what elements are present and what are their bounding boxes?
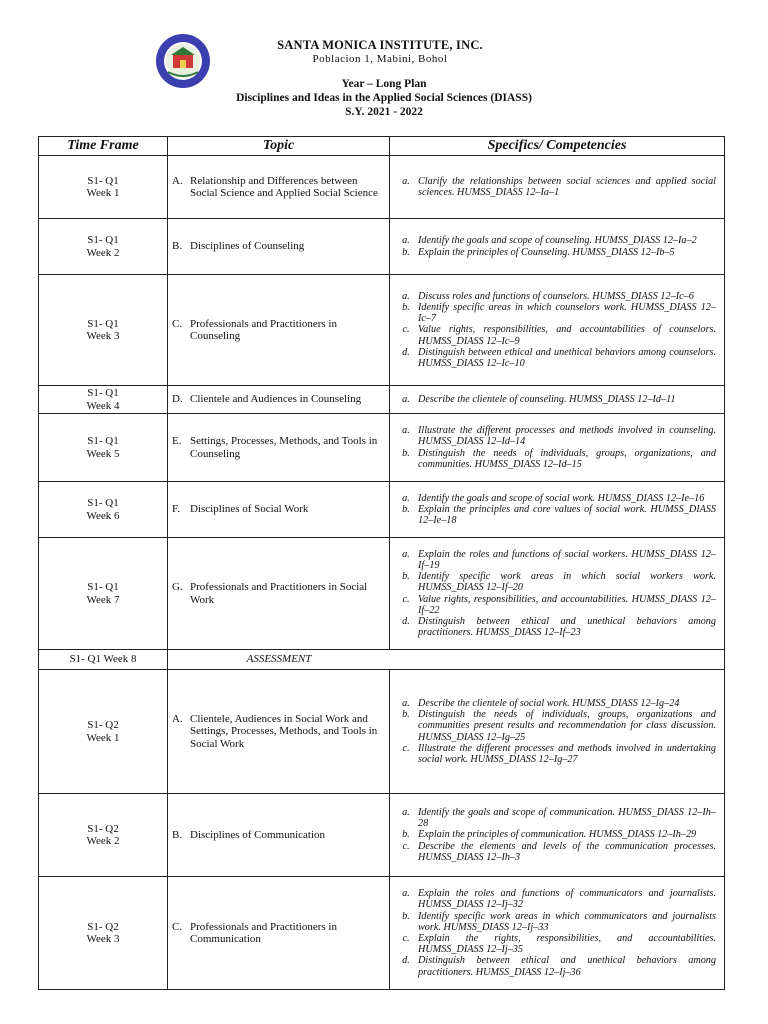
competency-text: Distinguish the needs of individuals, groups, organizations and communities present results and recommendation for class discussion. HUMSS_DIASS 12–Ig–25 [418, 709, 716, 743]
competencies-cell [390, 219, 725, 275]
topic-letter: B. [172, 240, 183, 253]
topic-letter: A. [172, 174, 183, 187]
competency-text: Describe the clientele of counseling. HUMSS_DIASS 12–Id–11 [418, 393, 676, 405]
competency-letter: b. [402, 910, 410, 922]
competency-text: Explain the roles and functions of communicators and journalists. HUMSS_DIASS 12–Ij–32 [418, 888, 716, 911]
competency-text: Clarify the relationships between social sciences and applied social sciences. HUMSS_DIASS 12–Ia–1 [418, 175, 716, 198]
competencies-cell [390, 877, 725, 990]
competency-letter: a. [402, 888, 410, 900]
table-row [39, 414, 725, 482]
competency-text: Distinguish between ethical and unethical behaviors among practitioners. HUMSS_DIASS 12–Ij–36 [418, 955, 716, 978]
time-frame-line: Week 2 [86, 246, 120, 259]
topic-letter: E. [172, 435, 182, 447]
competency-letter: d. [402, 955, 410, 967]
table-row [39, 538, 725, 650]
competency-item [394, 911, 716, 933]
time-frame-line: Week 3 [86, 933, 120, 945]
competency-letter: a. [402, 235, 410, 247]
competency-letter: d. [402, 615, 410, 627]
competency-letter: a. [402, 492, 410, 504]
competency-item [394, 448, 716, 470]
topic-text: Clientele, Audiences in Social Work and Settings, Processes, Methods, and Tools in Social Work [190, 712, 378, 750]
competency-letter: a. [402, 425, 410, 437]
topic-cell [168, 877, 390, 990]
topic-cell [168, 482, 390, 538]
topic-text: Professionals and Practitioners in Social Work [190, 581, 368, 606]
time-frame-line: Week 5 [86, 447, 120, 460]
competency-letter: a. [402, 393, 410, 405]
topic-text: Clientele and Audiences in Counseling [190, 393, 362, 406]
time-frame-line: S1- Q1 [87, 581, 119, 593]
topic-text: Professionals and Practitioners in Counseling [190, 317, 337, 342]
time-frame-cell [39, 482, 168, 538]
competency-item [394, 571, 716, 593]
subject-title: Disciplines and Ideas in the Applied Social Sciences (DIASS) [236, 92, 532, 104]
competency-text: Discuss roles and functions of counselors. HUMSS_DIASS 12–Ic–6 [418, 290, 694, 302]
competency-letter: a. [402, 548, 410, 560]
topic-text: Settings, Processes, Methods, and Tools in Counseling [190, 435, 378, 460]
topic-letter: B. [172, 828, 183, 841]
topic-text: Relationship and Differences between Social Science and Applied Social Science [190, 174, 378, 199]
document-title: Year – Long Plan [341, 78, 427, 90]
competencies-cell [390, 414, 725, 482]
competency-item [394, 247, 716, 258]
competency-text: Distinguish between ethical and unethical behaviors among counselors. HUMSS_DIASS 12–Ic–10 [418, 346, 716, 369]
time-frame-line: S1- Q1 [87, 317, 119, 330]
competencies-cell [390, 670, 725, 794]
competency-text: Identify the goals and scope of communication. HUMSS_DIASS 12–Ih–28 [418, 806, 716, 830]
table-row [39, 794, 725, 877]
table-body [39, 156, 725, 990]
table-row [39, 670, 725, 794]
competency-letter: b. [402, 246, 410, 258]
time-frame-cell [39, 414, 168, 482]
competency-letter: b. [402, 447, 410, 459]
topic-letter: D. [172, 393, 183, 406]
time-frame-cell [39, 275, 168, 386]
time-frame-line: Week 1 [86, 731, 120, 744]
competency-text: Explain the rights, responsibilities, and accountabilities. HUMSS_DIASS 12–Ij–35 [418, 933, 716, 956]
competency-text: Identify specific work areas in which communicators and journalists work. HUMSS_DIASS 12–Ij–33 [418, 910, 716, 933]
competency-item [394, 493, 716, 504]
competency-text: Identify the goals and scope of social work. HUMSS_DIASS 12–Ie–16 [418, 492, 705, 504]
competency-letter: b. [402, 829, 410, 841]
competencies-cell [390, 482, 725, 538]
time-frame-cell [39, 670, 168, 794]
topic-text: Disciplines of Counseling [190, 240, 305, 253]
school-address: Poblacion 1, Mabini, Bohol [312, 53, 448, 65]
competency-item [394, 302, 716, 324]
competency-letter: c. [402, 840, 410, 852]
topic-cell [168, 538, 390, 650]
time-frame-line: Week 6 [86, 509, 120, 522]
time-frame-cell [39, 794, 168, 877]
time-frame-line: S1- Q1 [87, 174, 119, 187]
competency-text: Illustrate the different processes and methods involved in undertaking social work. HUMSS_DIASS 12–Ig–27 [418, 742, 716, 765]
competency-text: Distinguish between ethical and unethical behaviors among practitioners. HUMSS_DIASS 12–If–23 [418, 615, 716, 639]
header-competencies: Specifics/ Competencies [390, 137, 725, 156]
competency-letter: c. [402, 593, 410, 605]
competency-text: Identify the goals and scope of counseling. HUMSS_DIASS 12–Ia–2 [418, 235, 697, 247]
topic-cell [168, 414, 390, 482]
competency-item [394, 504, 716, 526]
time-frame-cell [39, 538, 168, 650]
time-frame-line: S1- Q2 [87, 822, 119, 835]
competency-item [394, 594, 716, 616]
header-time-frame: Time Frame [39, 137, 168, 156]
competency-text: Explain the principles and core values of social work. HUMSS_DIASS 12–Ie–18 [418, 503, 716, 527]
competencies-cell [390, 538, 725, 650]
time-frame-line: S1- Q1 [87, 497, 119, 509]
time-frame-line: S1- Q1 [87, 234, 119, 246]
competency-text: Distinguish the needs of individuals, groups, organizations, and communities. HUMSS_DIASS 12–Id–15 [418, 447, 716, 470]
time-frame-line: Week 7 [86, 593, 120, 606]
competency-letter: d. [402, 346, 410, 358]
competency-text: Value rights, responsibilities, and accountabilities. HUMSS_DIASS 12–If–22 [418, 593, 716, 616]
competency-item [394, 291, 716, 302]
topic-letter: G. [172, 581, 183, 593]
competency-letter: b. [402, 301, 410, 313]
competency-item [394, 829, 716, 840]
topic-text: Professionals and Practitioners in Communication [190, 920, 337, 945]
competency-item [394, 933, 716, 955]
table-row [39, 275, 725, 386]
competency-item [394, 807, 716, 829]
plan-table [38, 136, 725, 990]
time-frame-line: S1- Q2 [87, 719, 119, 731]
competencies-cell [390, 275, 725, 386]
competency-item [394, 425, 716, 447]
time-frame-cell [39, 219, 168, 275]
topic-letter: C. [172, 317, 183, 330]
table-row [39, 877, 725, 990]
competency-item [394, 324, 716, 346]
competency-letter: b. [402, 709, 410, 721]
table-row [39, 386, 725, 414]
competency-letter: a. [402, 806, 410, 818]
table-header-row [39, 137, 725, 156]
time-frame-line: Week 1 [86, 187, 120, 199]
competencies-cell [390, 386, 725, 414]
competency-item [394, 394, 716, 405]
time-frame-line: Week 3 [86, 330, 120, 342]
header-topic: Topic [168, 137, 390, 156]
competency-text: Value rights, responsibilities, and accountabilities of counselors. HUMSS_DIASS 12–Ic–9 [418, 324, 716, 347]
competency-item [394, 347, 716, 369]
time-frame-line: S1- Q1 [87, 387, 119, 399]
competencies-cell [390, 156, 725, 219]
competency-text: Describe the clientele of social work. HUMSS_DIASS 12–Ig–24 [418, 697, 680, 709]
topic-cell [168, 386, 390, 414]
time-frame-line: S1- Q1 [87, 435, 119, 447]
topic-cell [168, 275, 390, 386]
time-frame-line: S1- Q2 [87, 920, 119, 933]
competency-letter: a. [402, 697, 410, 709]
competency-item [394, 549, 716, 571]
school-name: SANTA MONICA INSTITUTE, INC. [277, 38, 483, 52]
competency-text: Identify specific work areas in which social workers work. HUMSS_DIASS 12–If–20 [418, 571, 716, 594]
competency-text: Explain the roles and functions of social workers. HUMSS_DIASS 12–If–19 [418, 548, 716, 571]
competency-letter: b. [402, 503, 410, 515]
topic-cell [168, 219, 390, 275]
topic-cell [168, 794, 390, 877]
table-row [39, 482, 725, 538]
table-row [39, 219, 725, 275]
time-frame-cell [39, 156, 168, 219]
topic-text: Disciplines of Communication [190, 828, 326, 841]
competency-item [394, 888, 716, 910]
table-row [39, 156, 725, 219]
competency-text: Describe the elements and levels of the communication processes. HUMSS_DIASS 12–Ih–3 [418, 840, 716, 863]
competency-letter: c. [402, 933, 410, 944]
competencies-cell [390, 794, 725, 877]
time-frame-cell [39, 386, 168, 414]
topic-cell [168, 670, 390, 794]
competency-letter: c. [402, 742, 410, 754]
competency-text: Explain the principles of communication. HUMSS_DIASS 12–Ih–29 [418, 829, 697, 841]
competency-letter: a. [402, 175, 410, 187]
time-frame-cell [39, 877, 168, 990]
competency-item [394, 698, 716, 709]
topic-letter: C. [172, 920, 183, 933]
topic-letter: A. [172, 712, 183, 725]
competency-item [394, 743, 716, 765]
topic-text: Disciplines of Social Work [190, 503, 309, 516]
assessment-label: ASSESSMENT [246, 653, 312, 666]
competency-item [394, 709, 716, 743]
assessment-row [39, 650, 725, 670]
time-frame-line: Week 2 [86, 835, 120, 847]
competency-item [394, 176, 716, 198]
competency-letter: b. [402, 571, 410, 583]
topic-letter: F. [172, 503, 180, 516]
competency-item [394, 955, 716, 977]
competency-letter: c. [402, 324, 410, 336]
competency-letter: a. [402, 290, 410, 302]
competency-text: Illustrate the different processes and methods involved in counseling. HUMSS_DIASS 12–Id–14 [418, 425, 716, 448]
school-year: S.Y. 2021 - 2022 [345, 106, 423, 118]
assessment-cell [168, 650, 725, 670]
competency-item [394, 235, 716, 246]
time-frame-line: S1- Q1 Week 8 [69, 653, 137, 666]
competency-text: Explain the principles of Counseling. HUMSS_DIASS 12–Ib–5 [418, 246, 675, 258]
topic-cell [168, 156, 390, 219]
time-frame-cell [39, 650, 168, 670]
time-frame-line: Week 4 [86, 399, 120, 412]
competency-item [394, 841, 716, 863]
competency-text: Identify specific areas in which counselors work. HUMSS_DIASS 12–Ic–7 [418, 301, 716, 325]
competency-item [394, 616, 716, 638]
